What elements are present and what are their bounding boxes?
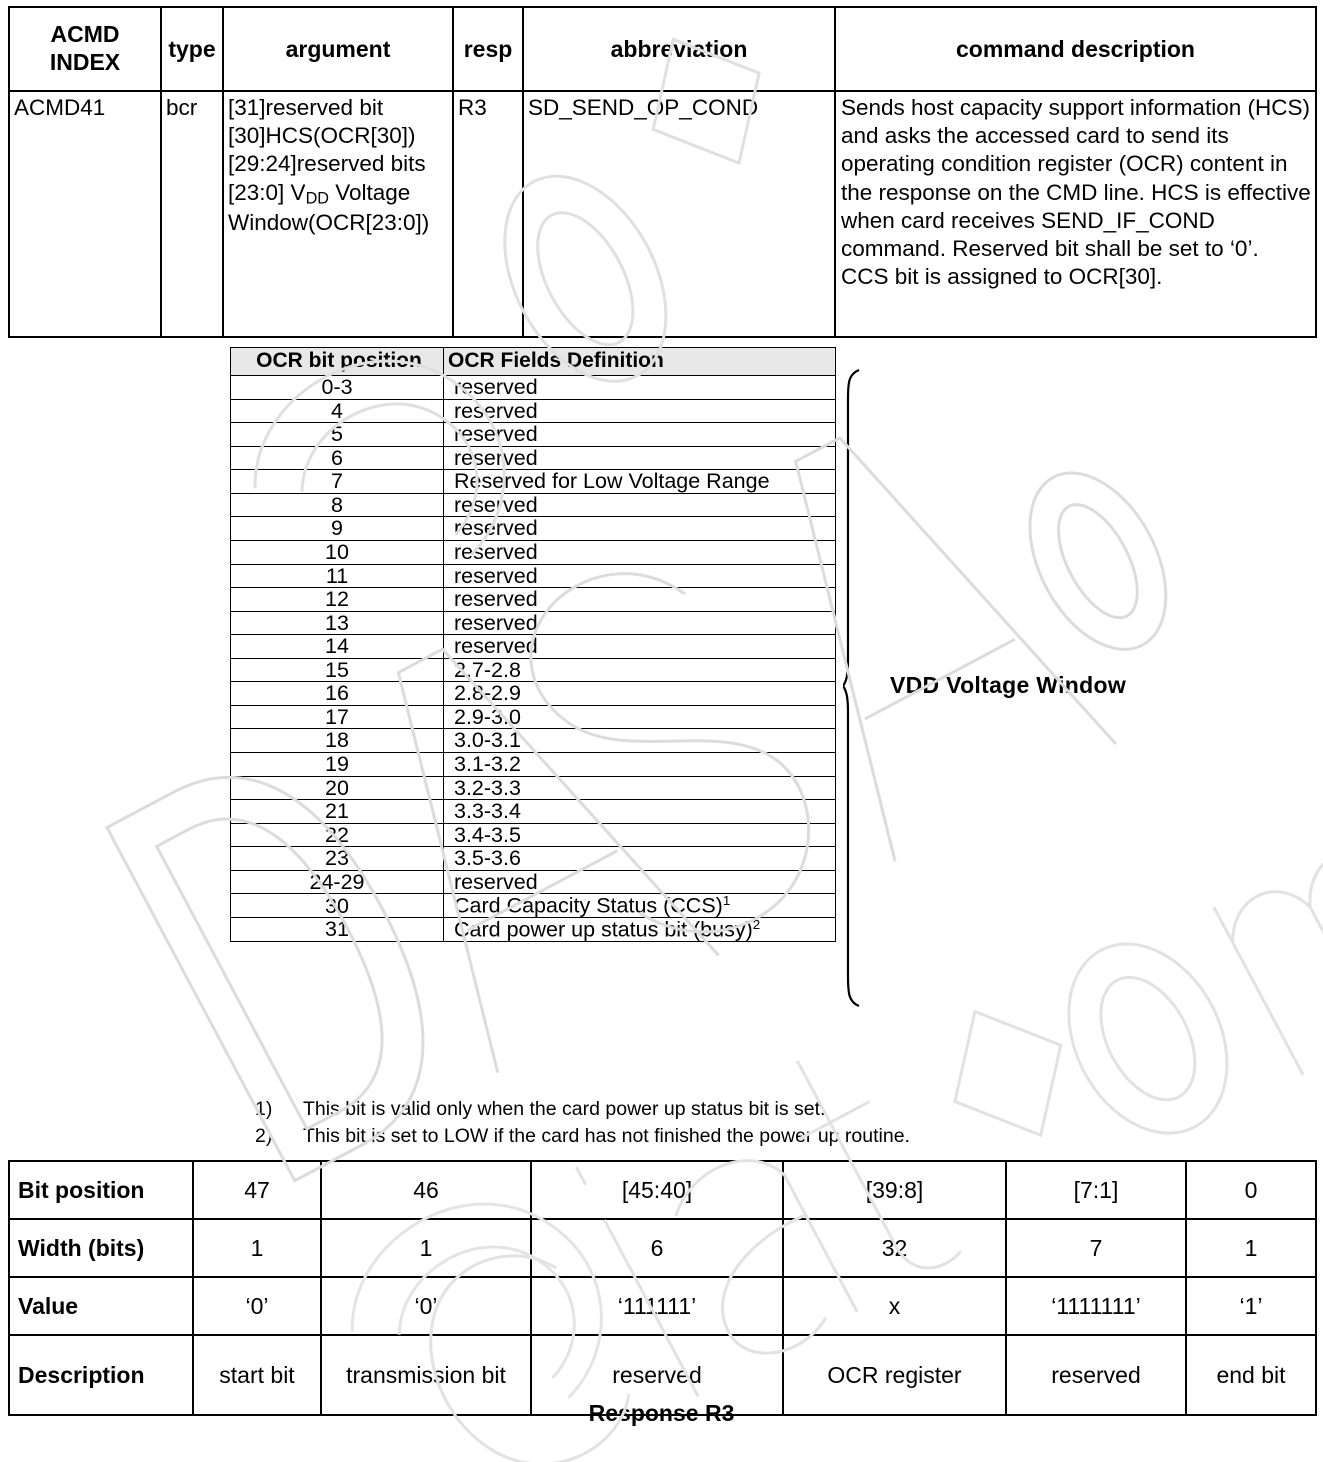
ocr-field-definition-text: 2.8-2.9: [454, 681, 521, 706]
response-cell-description: transmission bit: [321, 1335, 531, 1415]
ocr-bit-position-cell: 13: [231, 611, 444, 635]
response-cell-width: 32: [783, 1219, 1006, 1277]
ocr-bit-position-cell: 22: [231, 823, 444, 847]
response-cell-value: ‘1’: [1186, 1277, 1316, 1335]
ocr-field-footnote-marker: 2: [752, 917, 761, 933]
cell-argument: [223, 91, 453, 337]
response-row-label: Bit position: [9, 1161, 193, 1219]
col-header-command-description: command description: [835, 7, 1316, 91]
table-row: [231, 540, 836, 564]
table-row: [231, 635, 836, 659]
table-row: [9, 1277, 1316, 1335]
footnote-2-number: 2): [255, 1124, 273, 1147]
argument-vdd-subscript: DD: [305, 189, 329, 208]
response-cell-description: reserved: [1006, 1335, 1186, 1415]
ocr-bit-position-cell: 18: [231, 729, 444, 753]
argument-line-1: [31]reserved bit: [228, 95, 384, 120]
response-cell-bit_position: [45:40]: [531, 1161, 783, 1219]
ocr-field-definition-cell: [444, 399, 836, 423]
ocr-field-definition-cell: [444, 517, 836, 541]
ocr-field-definition-text: reserved: [454, 539, 538, 564]
table-row: [231, 894, 836, 918]
ocr-field-definition-cell: [444, 870, 836, 894]
response-cell-bit_position: 0: [1186, 1161, 1316, 1219]
ocr-bit-position-cell: 23: [231, 847, 444, 871]
table-row: [231, 399, 836, 423]
table-row: [231, 658, 836, 682]
ocr-field-definition-text: 2.7-2.8: [454, 657, 521, 682]
table-row: [231, 776, 836, 800]
footnote-2: [255, 1123, 910, 1150]
ocr-fields-table: [230, 347, 836, 942]
ocr-bit-position-cell: 31: [231, 918, 444, 942]
ocr-field-definition-text: reserved: [454, 492, 538, 517]
footnote-1-number: 1): [255, 1098, 273, 1120]
ocr-bit-position-cell: 5: [231, 423, 444, 447]
response-cell-width: 6: [531, 1219, 783, 1277]
argument-line-3: [29:24]reserved bits: [228, 151, 426, 177]
response-cell-description: reserved: [531, 1335, 783, 1415]
footnote-1-text: This bit is valid only when the card power up status bit is set.: [303, 1098, 826, 1120]
ocr-field-definition-text: reserved: [454, 375, 538, 399]
ocr-field-definition-cell: [444, 564, 836, 588]
col-header-abbreviation: abbreviation: [523, 7, 835, 91]
vdd-voltage-window-label: VDD Voltage Window: [890, 672, 1127, 698]
ocr-field-definition-text: 3.3-3.4: [454, 799, 521, 824]
table-row: [231, 470, 836, 494]
col-header-argument: argument: [223, 7, 453, 91]
ocr-bit-position-cell: 12: [231, 588, 444, 612]
ocr-field-definition-cell: [444, 705, 836, 729]
argument-line-5: Window(OCR[23:0]): [228, 209, 430, 235]
ocr-field-definition-cell: [444, 446, 836, 470]
table-row: [231, 376, 836, 400]
response-cell-value: ‘0’: [321, 1277, 531, 1335]
ocr-field-definition-cell: [444, 611, 836, 635]
response-r3-table: [8, 1160, 1317, 1416]
cell-abbreviation: SD_SEND_OP_COND: [523, 91, 835, 337]
argument-line-2: [30]HCS(OCR[30]): [228, 123, 416, 149]
table-row: [9, 1219, 1316, 1277]
ocr-field-definition-cell: [444, 635, 836, 659]
ocr-bit-position-cell: 6: [231, 446, 444, 470]
ocr-field-definition-text: 3.5-3.6: [454, 846, 521, 871]
ocr-field-definition-text: 3.1-3.2: [454, 752, 521, 776]
cell-command-description: Sends host capacity support information (HCS) and asks the accessed card to send its operating condition register (OCR) content in the response on the CMD line. HCS is effective when card receives SEND_IF_COND command. Reserved bit shall be set to ‘0’. CCS bit is assigned to OCR[30].: [835, 91, 1316, 337]
ocr-field-definition-cell: [444, 423, 836, 447]
col-header-resp: resp: [453, 7, 523, 91]
table-row: [231, 493, 836, 517]
vdd-voltage-window-brace: [843, 368, 877, 1008]
table-row: [231, 800, 836, 824]
response-row-label: Description: [9, 1335, 193, 1415]
table-row: [231, 870, 836, 894]
table-row: [231, 729, 836, 753]
ocr-bit-position-cell: 14: [231, 635, 444, 659]
ocr-field-definition-text: reserved: [454, 634, 538, 659]
ocr-bit-position-cell: 21: [231, 800, 444, 824]
response-cell-value: x: [783, 1277, 1006, 1335]
table-row: [231, 705, 836, 729]
col-header-ocr-fields-definition: OCR Fields Definition: [444, 348, 836, 376]
ocr-field-definition-cell: [444, 493, 836, 517]
ocr-field-definition-text: reserved: [454, 398, 538, 423]
col-header-type: type: [161, 7, 223, 91]
response-row-label: Value: [9, 1277, 193, 1335]
argument-vdd-prefix: [23:0] V: [228, 179, 306, 205]
table-row: [231, 918, 836, 942]
ocr-field-definition-cell: [444, 470, 836, 494]
ocr-bit-position-cell: 7: [231, 470, 444, 494]
ocr-bit-position-cell: 17: [231, 705, 444, 729]
ocr-field-footnote-marker: 1: [722, 893, 731, 909]
ocr-field-definition-text: reserved: [454, 587, 538, 612]
table-row: [9, 1161, 1316, 1219]
response-cell-bit_position: [39:8]: [783, 1161, 1006, 1219]
response-cell-value: ‘0’: [193, 1277, 321, 1335]
command-table-header-row: [9, 7, 1316, 91]
table-row: [231, 847, 836, 871]
ocr-field-definition-text: 3.2-3.3: [454, 775, 521, 800]
ocr-bit-position-cell: 20: [231, 776, 444, 800]
response-cell-width: 1: [321, 1219, 531, 1277]
ocr-bit-position-cell: 19: [231, 753, 444, 777]
ocr-field-definition-cell: [444, 776, 836, 800]
ocr-field-definition-cell: [444, 918, 836, 942]
response-cell-value: ‘1111111’: [1006, 1277, 1186, 1335]
ocr-field-definition-cell: [444, 376, 836, 400]
ocr-bit-position-cell: 24-29: [231, 870, 444, 894]
ocr-field-definition-text: reserved: [454, 869, 538, 894]
table-row: [231, 423, 836, 447]
argument-line-4: [228, 179, 448, 209]
ocr-bit-position-cell: 4: [231, 399, 444, 423]
ocr-table-header-row: [231, 348, 836, 376]
ocr-field-definition-text: reserved: [454, 445, 538, 470]
response-cell-value: ‘111111’: [531, 1277, 783, 1335]
footnotes: [255, 1096, 910, 1150]
ocr-field-definition-cell: [444, 729, 836, 753]
table-row: [231, 564, 836, 588]
ocr-field-definition-cell: [444, 800, 836, 824]
ocr-field-definition-text: reserved: [454, 610, 538, 635]
ocr-field-definition-cell: [444, 588, 836, 612]
command-table: [8, 6, 1317, 338]
cell-type: bcr: [161, 91, 223, 337]
table-row: [231, 611, 836, 635]
response-cell-width: 1: [1186, 1219, 1316, 1277]
table-row: [231, 823, 836, 847]
response-cell-width: 7: [1006, 1219, 1186, 1277]
response-cell-description: OCR register: [783, 1335, 1006, 1415]
table-row: [9, 91, 1316, 337]
ocr-field-definition-text: reserved: [454, 563, 538, 588]
ocr-bit-position-cell: 0-3: [231, 376, 444, 400]
ocr-field-definition-cell: [444, 682, 836, 706]
ocr-bit-position-cell: 16: [231, 682, 444, 706]
ocr-field-definition-text: reserved: [454, 422, 538, 447]
ocr-bit-position-cell: 30: [231, 894, 444, 918]
cell-acmd-index: ACMD41: [9, 91, 161, 337]
col-header-acmd-index: ACMD INDEX: [9, 7, 161, 91]
response-caption: Response R3: [588, 1400, 735, 1426]
ocr-bit-position-cell: 10: [231, 540, 444, 564]
ocr-field-definition-text: Card power up status bit (busy): [454, 917, 753, 942]
footnote-2-text: This bit is set to LOW if the card has not finished the power up routine.: [303, 1124, 910, 1147]
ocr-bit-position-cell: 15: [231, 658, 444, 682]
footnote-1: [255, 1096, 910, 1123]
response-row-label: Width (bits): [9, 1219, 193, 1277]
ocr-field-definition-text: 3.0-3.1: [454, 728, 521, 753]
ocr-field-definition-cell: [444, 847, 836, 871]
ocr-field-definition-text: 2.9-3.0: [454, 704, 521, 729]
response-cell-description: start bit: [193, 1335, 321, 1415]
response-cell-description: end bit: [1186, 1335, 1316, 1415]
ocr-field-definition-cell: [444, 540, 836, 564]
cell-resp: R3: [453, 91, 523, 337]
col-header-ocr-bit-position: OCR bit position: [231, 348, 444, 376]
response-cell-bit_position: 47: [193, 1161, 321, 1219]
ocr-field-definition-text: Reserved for Low Voltage Range: [454, 469, 770, 494]
table-row: [231, 682, 836, 706]
ocr-bit-position-cell: 9: [231, 517, 444, 541]
response-cell-width: 1: [193, 1219, 321, 1277]
ocr-field-definition-text: reserved: [454, 516, 538, 541]
ocr-field-definition-text: Card Capacity Status (CCS): [454, 893, 723, 918]
table-row: [231, 517, 836, 541]
ocr-bit-position-cell: 11: [231, 564, 444, 588]
ocr-field-definition-cell: [444, 823, 836, 847]
response-cell-bit_position: [7:1]: [1006, 1161, 1186, 1219]
table-row: [231, 753, 836, 777]
ocr-field-definition-text: 3.4-3.5: [454, 822, 521, 847]
ocr-bit-position-cell: 8: [231, 493, 444, 517]
ocr-field-definition-cell: [444, 658, 836, 682]
response-cell-bit_position: 46: [321, 1161, 531, 1219]
table-row: [231, 588, 836, 612]
ocr-field-definition-cell: [444, 894, 836, 918]
argument-vdd-suffix: Voltage: [328, 179, 411, 205]
table-row: [231, 446, 836, 470]
ocr-field-definition-cell: [444, 753, 836, 777]
